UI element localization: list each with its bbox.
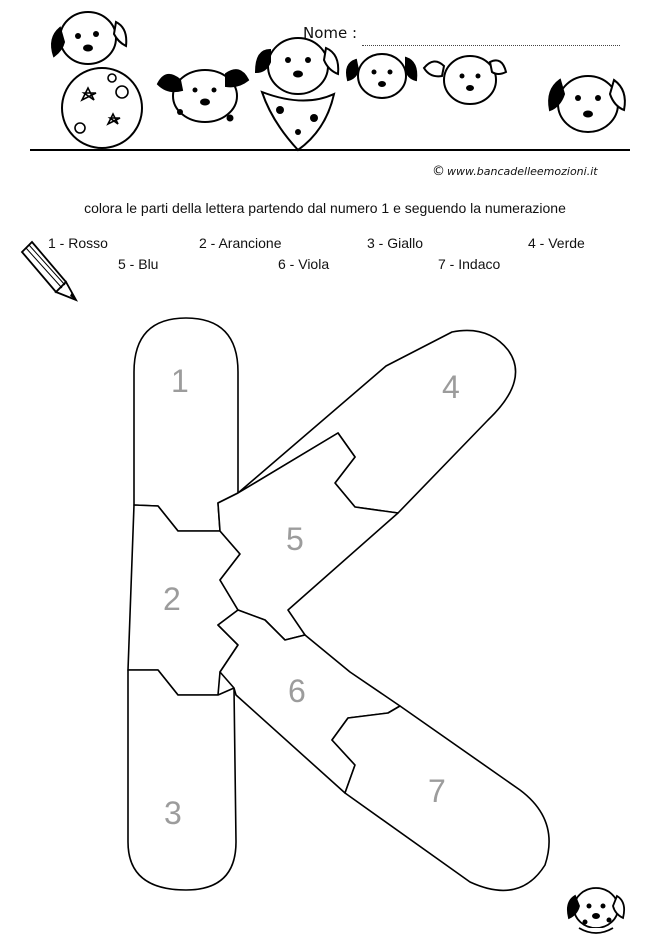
legend-item-2: 2 - Arancione bbox=[199, 235, 282, 251]
region-number-4: 4 bbox=[442, 369, 460, 405]
legend-item-7: 7 - Indaco bbox=[438, 256, 501, 272]
name-label: Nome : bbox=[303, 24, 358, 42]
instruction-text: colora le parti della lettera partendo dal numero 1 e seguendo la numerazione bbox=[84, 200, 566, 216]
dalmatian-puppy-icon bbox=[565, 878, 627, 936]
region-number-2: 2 bbox=[163, 581, 181, 617]
legend-item-6: 6 - Viola bbox=[278, 256, 330, 272]
region-1[interactable] bbox=[134, 318, 238, 531]
region-number-7: 7 bbox=[428, 773, 446, 809]
region-3[interactable] bbox=[128, 670, 236, 890]
legend-item-5: 5 - Blu bbox=[118, 256, 159, 272]
region-number-3: 3 bbox=[164, 795, 182, 831]
region-number-6: 6 bbox=[288, 673, 306, 709]
website-url: www.bancadelleemozioni.it bbox=[447, 165, 598, 178]
region-number-1: 1 bbox=[171, 363, 189, 399]
legend-item-3: 3 - Giallo bbox=[367, 235, 424, 251]
legend-item-4: 4 - Verde bbox=[528, 235, 585, 251]
legend-item-1: 1 - Rosso bbox=[48, 235, 108, 251]
region-number-5: 5 bbox=[286, 521, 304, 557]
copyright-icon: © bbox=[432, 164, 445, 179]
